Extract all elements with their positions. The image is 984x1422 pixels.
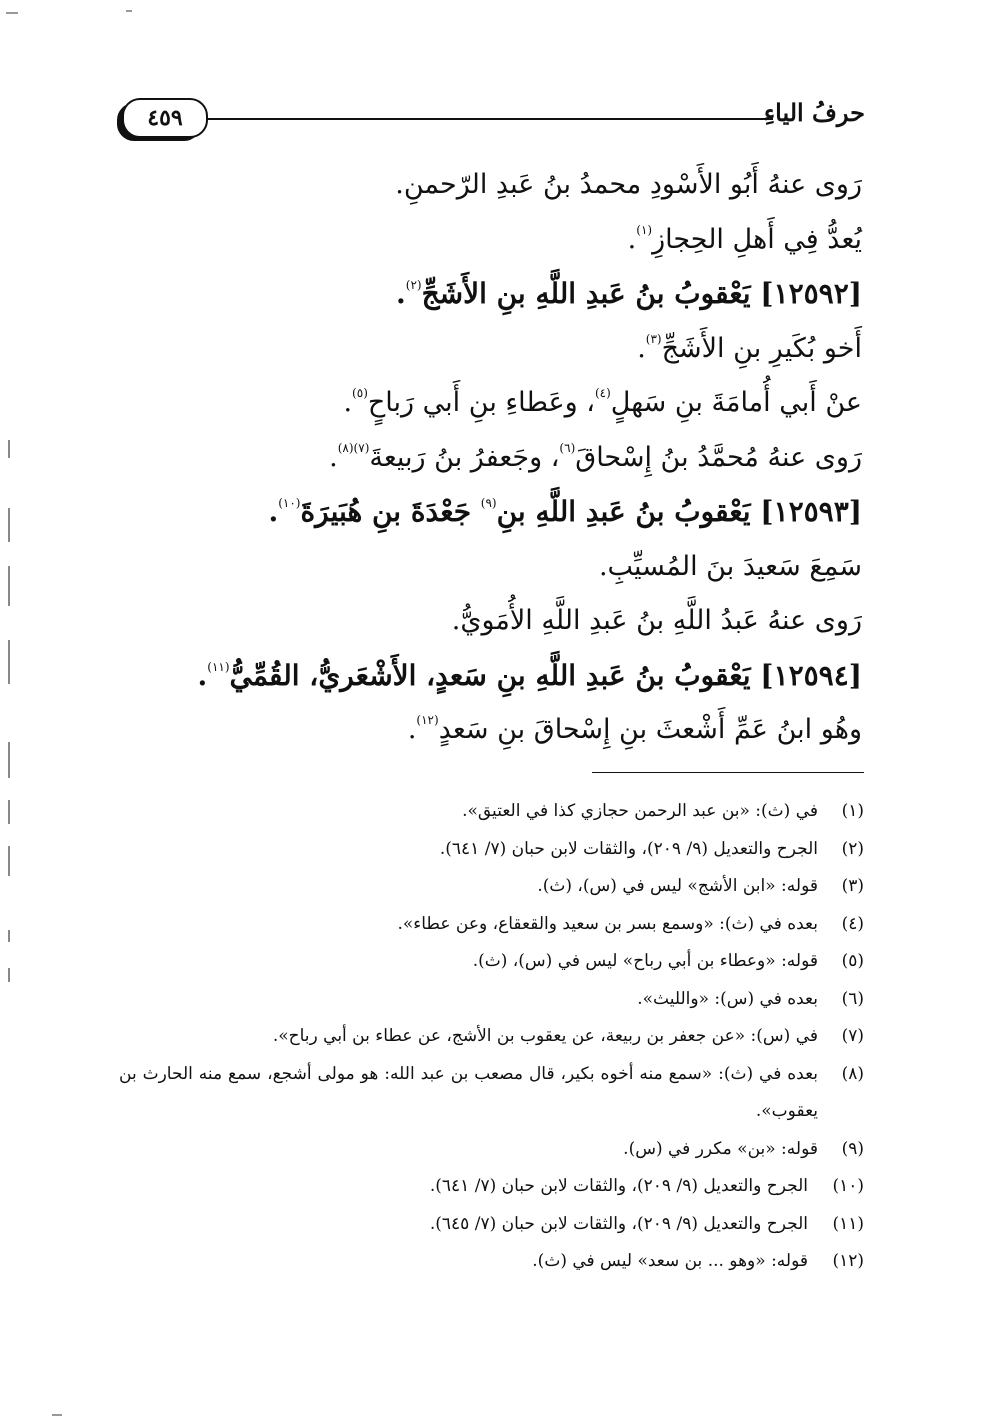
scan-artifact bbox=[52, 1414, 62, 1416]
line-text: أَخو بُكَيرِ بنِ الأَشَجِّ bbox=[661, 332, 862, 364]
page-number-badge bbox=[122, 98, 208, 138]
footnote-ref[interactable]: (٧)(٨) bbox=[337, 440, 370, 455]
footnote-text: الجرح والتعديل (٩/ ٢٠٩)، والثقات لابن حبان (٧/ ٦٤١). bbox=[429, 1176, 808, 1196]
footnote-text: قوله: «وعطاء بن أبي رباح» ليس في (س)، (ث). bbox=[472, 951, 818, 971]
footnote-number: (٣) bbox=[841, 876, 864, 896]
line-tail: . bbox=[627, 223, 637, 255]
footnote-item bbox=[119, 1131, 864, 1169]
line-tail: ، وجَعفرُ بنُ رَبيعةَ bbox=[369, 441, 560, 473]
narration-line bbox=[162, 322, 862, 377]
scan-artifact bbox=[126, 10, 132, 12]
narration-line bbox=[162, 213, 862, 268]
footnote-ref[interactable]: (٦) bbox=[559, 440, 576, 455]
narration-line bbox=[162, 431, 862, 486]
line-tail: . bbox=[637, 332, 646, 364]
footnote-text: بعده في (س): «والليث». bbox=[637, 988, 818, 1009]
line-tail: جَعْدَةَ بنِ هُبَيرَةَ bbox=[300, 495, 481, 528]
footnote-ref[interactable]: (١٠) bbox=[278, 496, 301, 510]
footnote-number: (٤) bbox=[841, 913, 864, 934]
entry-heading bbox=[162, 649, 862, 704]
line-text: [١٢٥٩٣] يَعْقوبُ بنُ عَبدِ اللَّهِ بنِ bbox=[496, 495, 862, 528]
line-text: يُعدُّ فِي أَهلِ الحِجازِ bbox=[652, 223, 862, 255]
narration-line bbox=[162, 158, 862, 213]
scan-artifact bbox=[8, 742, 10, 778]
footnote-ref[interactable]: (٩) bbox=[480, 496, 497, 510]
line-text: رَوى عنهُ مُحمَّدُ بنُ إِسْحاقَ bbox=[575, 441, 862, 473]
entry-heading bbox=[162, 485, 862, 540]
line-tail: . bbox=[268, 495, 279, 528]
footnote-number: (١١) bbox=[832, 1213, 864, 1234]
narration-line bbox=[162, 594, 862, 649]
footnote-text: قوله: «ابن الأشج» ليس في (س)، (ث). bbox=[537, 876, 818, 896]
narration-line bbox=[162, 376, 862, 431]
footnote-number: (١) bbox=[841, 801, 864, 821]
footnote-text: بعده في (ث): «وسمع بسر بن سعيد والقعقاع، وعن عطاء». bbox=[397, 913, 818, 934]
footnote-text: قوله: «وهو ... بن سعد» ليس في (ث). bbox=[532, 1251, 808, 1271]
line-text: رَوى عنهُ أَبُو الأَسْودِ محمدُ بنُ عَبدِ الرّحمنِ. bbox=[395, 169, 862, 200]
scan-artifact bbox=[8, 508, 10, 542]
line-tail: . bbox=[197, 658, 208, 692]
line-text: عنْ أَبي أُمامَةَ بنِ سَهلٍ bbox=[610, 387, 862, 418]
footnote-text: الجرح والتعديل (٩/ ٢٠٩)، والثقات لابن حبان (٧/ ٦٤١). bbox=[439, 838, 818, 859]
footnote-ref[interactable]: (١٢) bbox=[416, 713, 439, 727]
line-text: رَوى عنهُ عَبدُ اللَّهِ بنُ عَبدِ اللَّهِ الأُمَويُّ. bbox=[451, 605, 862, 636]
running-header bbox=[120, 96, 865, 140]
footnote-number: (٥) bbox=[841, 951, 864, 971]
line-text: [١٢٥٩٢] يَعْقوبُ بنُ عَبدِ اللَّهِ بنِ الأَشَجِّ bbox=[421, 277, 862, 310]
footnote-ref[interactable]: (٥) bbox=[352, 386, 368, 400]
line-text: وهُو ابنُ عَمِّ أَشْعثَ بنِ إِسْحاقَ بنِ سَعدٍ bbox=[438, 714, 862, 745]
footnote-item bbox=[119, 793, 864, 831]
footnote-ref[interactable]: (١) bbox=[636, 222, 653, 237]
narration-line bbox=[162, 703, 862, 758]
main-text bbox=[162, 158, 862, 758]
line-text: سَمِعَ سَعيدَ بنَ المُسيِّبِ. bbox=[598, 550, 862, 582]
scan-artifact bbox=[8, 968, 10, 982]
footnote-item bbox=[119, 868, 864, 906]
footnote-text: في (ث): «بن عبد الرحمن حجازي كذا في العتيق». bbox=[462, 801, 818, 821]
footnote-item bbox=[119, 1018, 864, 1056]
footnote-separator bbox=[592, 772, 864, 773]
scan-artifact bbox=[8, 566, 10, 606]
footnote-text: بعده في (ث): «سمع منه أخوه بكير، قال مصعب بن عبد الله: هو مولى أشجع، سمع منه الحارث بن يعقوب». bbox=[119, 1063, 818, 1121]
scan-artifact bbox=[8, 930, 10, 942]
footnote-number: (٩) bbox=[841, 1138, 864, 1159]
footnote-number: (١٠) bbox=[832, 1176, 864, 1196]
footnote-ref[interactable]: (٢) bbox=[405, 278, 422, 292]
scan-artifact bbox=[8, 640, 10, 684]
scan-artifact bbox=[8, 846, 10, 876]
footnote-text: الجرح والتعديل (٩/ ٢٠٩)، والثقات لابن حبان (٧/ ٦٤٥). bbox=[429, 1213, 808, 1234]
line-text: [١٢٥٩٤] يَعْقوبُ بنُ عَبدِ اللَّهِ بنِ سَعدٍ، الأَشْعَريُّ، القُمِّيُّ bbox=[229, 658, 862, 692]
footnote-ref[interactable]: (٤) bbox=[594, 386, 611, 400]
footnote-item bbox=[119, 981, 864, 1019]
footnote-text: قوله: «بن» مكرر في (س). bbox=[623, 1138, 818, 1159]
footnote-item bbox=[119, 943, 864, 981]
scan-artifact bbox=[6, 12, 18, 14]
page-number: ٤٥٩ bbox=[147, 105, 183, 131]
footnote-item bbox=[119, 1168, 864, 1206]
footnote-item bbox=[119, 906, 864, 944]
footnote-number: (٧) bbox=[841, 1026, 864, 1046]
narration-line bbox=[162, 540, 862, 595]
line-tail: . bbox=[396, 277, 406, 310]
chapter-title: حرفُ الياءِ bbox=[763, 98, 865, 127]
footnote-item bbox=[119, 831, 864, 869]
footnote-number: (٨) bbox=[841, 1063, 864, 1084]
line-tail: . bbox=[329, 441, 338, 473]
footnote-item bbox=[119, 1056, 864, 1131]
footnote-ref[interactable]: (١١) bbox=[207, 659, 230, 674]
footnote-item bbox=[119, 1243, 864, 1281]
header-rule bbox=[202, 118, 773, 120]
footnote-number: (٦) bbox=[841, 988, 864, 1009]
scan-artifact bbox=[8, 440, 10, 458]
line-tail: ، وعَطاءِ بنِ أَبي رَباحٍ bbox=[367, 387, 595, 418]
line-tail: . bbox=[407, 714, 417, 745]
footnote-item bbox=[119, 1206, 864, 1244]
footnote-number: (١٢) bbox=[832, 1251, 864, 1271]
scan-artifact bbox=[8, 800, 10, 824]
entry-heading bbox=[162, 267, 862, 322]
footnotes bbox=[119, 793, 864, 1281]
line-tail: . bbox=[343, 387, 353, 418]
footnote-ref[interactable]: (٣) bbox=[645, 331, 662, 346]
footnote-number: (٢) bbox=[841, 838, 864, 859]
footnote-text: في (س): «عن جعفر بن ربيعة، عن يعقوب بن الأشج، عن عطاء بن أبي رباح». bbox=[272, 1026, 818, 1046]
